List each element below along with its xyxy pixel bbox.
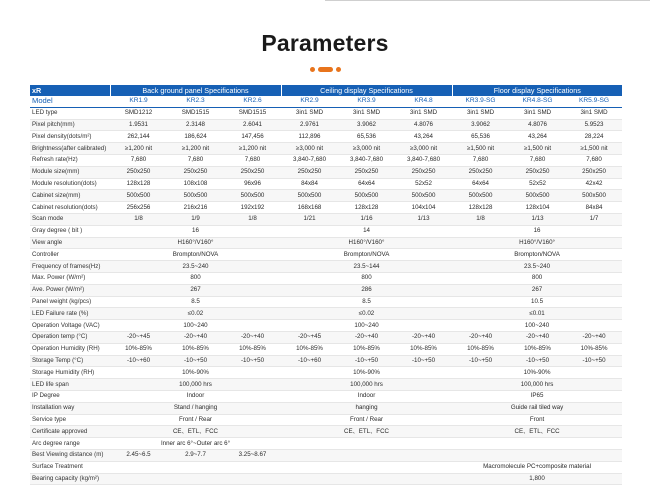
spec-row-label: Ave. Power (W/m²): [30, 284, 110, 296]
spec-value-cell: 3,840-7,680: [281, 154, 338, 166]
spec-value-cell: 128x128: [338, 202, 395, 214]
spec-value-cell: 267: [452, 284, 622, 296]
spec-value-cell: [281, 449, 452, 461]
spec-value-cell: -20~+40: [395, 331, 452, 343]
spec-value-cell: 4.8076: [395, 119, 452, 131]
spec-value-cell: 2.45~6.5: [110, 449, 167, 461]
spec-row: [30, 367, 622, 379]
spec-value-cell: 10.5: [452, 296, 622, 308]
spec-value-cell: 23.5~144: [281, 261, 452, 273]
spec-value-cell: 500x500: [224, 190, 281, 202]
spec-value-cell: Indoor: [281, 390, 452, 402]
spec-value-cell: -20~+45: [281, 331, 338, 343]
spec-value-cell: 267: [110, 284, 281, 296]
spec-row-label: View angle: [30, 237, 110, 249]
spec-row-label: Bearing capacity (kg/m²): [30, 473, 110, 485]
spec-row-label: Gray degree ( bit ): [30, 225, 110, 237]
spec-row: [30, 331, 622, 343]
spec-value-cell: 108x108: [167, 178, 224, 190]
spec-value-cell: 128x128: [452, 202, 509, 214]
spec-value-cell: 42x42: [566, 178, 622, 190]
spec-value-cell: 8.5: [110, 296, 281, 308]
spec-value-cell: 250x250: [281, 166, 338, 178]
decoration-dot-left: [310, 67, 315, 72]
spec-value-cell: 1/8: [224, 213, 281, 225]
spec-value-cell: ≥1,500 nit: [452, 143, 509, 155]
spec-value-cell: 3.9062: [338, 119, 395, 131]
spec-value-cell: [281, 473, 452, 485]
spec-value-cell: [281, 461, 452, 473]
spec-row-label: Module size(mm): [30, 166, 110, 178]
spec-value-cell: -10~+50: [167, 355, 224, 367]
model-cell: KR2.6: [224, 96, 281, 107]
spec-value-cell: -10~+50: [338, 355, 395, 367]
spec-value-cell: 65,536: [338, 131, 395, 143]
model-cell: KR5.9-SG: [566, 96, 622, 107]
spec-value-cell: 2.3148: [167, 119, 224, 131]
spec-value-cell: 1/13: [395, 213, 452, 225]
spec-value-cell: 10%-85%: [566, 343, 622, 355]
spec-value-cell: [452, 449, 622, 461]
spec-row: [30, 249, 622, 261]
spec-value-cell: 100~240: [452, 320, 622, 332]
spec-value-cell: -10~+60: [110, 355, 167, 367]
spec-value-cell: 100~240: [281, 320, 452, 332]
spec-value-cell: -20~+40: [509, 331, 566, 343]
model-cell: KR3.9-SG: [452, 96, 509, 107]
spec-value-cell: 500x500: [338, 190, 395, 202]
spec-value-cell: 23.5~240: [452, 261, 622, 273]
spec-value-cell: Brompton/NOVA: [110, 249, 281, 261]
title-decoration: [310, 67, 342, 72]
spec-row: [30, 426, 622, 438]
spec-value-cell: SMD1515: [224, 107, 281, 119]
spec-value-cell: -20~+40: [338, 331, 395, 343]
spec-value-cell: 250x250: [395, 166, 452, 178]
spec-value-cell: ≥1,500 nit: [566, 143, 622, 155]
spec-value-cell: 500x500: [281, 190, 338, 202]
spec-value-cell: Front / Rear: [281, 414, 452, 426]
spec-value-cell: 7,680: [509, 154, 566, 166]
spec-row-label: Cabinet resolution(dots): [30, 202, 110, 214]
spec-value-cell: 4.8076: [509, 119, 566, 131]
spec-value-cell: 500x500: [566, 190, 622, 202]
spec-row-label: Service type: [30, 414, 110, 426]
model-cell: KR1.9: [110, 96, 167, 107]
spec-value-cell: 84x84: [281, 178, 338, 190]
spec-row: [30, 379, 622, 391]
spec-row-label: LED type: [30, 107, 110, 119]
spec-value-cell: H160°/V160°: [452, 237, 622, 249]
model-cell: KR4.8-SG: [509, 96, 566, 107]
spec-row-label: Arc degree range: [30, 438, 110, 450]
parameters-table: [30, 85, 622, 485]
spec-row-label: Panel weight (kg/pcs): [30, 296, 110, 308]
spec-value-cell: ≥3,000 nit: [338, 143, 395, 155]
spec-value-cell: H160°/V160°: [110, 237, 281, 249]
spec-value-cell: 10%-90%: [452, 367, 622, 379]
spec-row: [30, 284, 622, 296]
spec-value-cell: 286: [281, 284, 452, 296]
spec-row-label: Operation temp (°C): [30, 331, 110, 343]
spec-value-cell: CE、ETL、FCC: [110, 426, 281, 438]
model-row: [30, 96, 622, 107]
spec-value-cell: SMD1515: [167, 107, 224, 119]
spec-row-label: Module resolution(dots): [30, 178, 110, 190]
spec-value-cell: 10%-85%: [452, 343, 509, 355]
spec-value-cell: 1.9531: [110, 119, 167, 131]
spec-value-cell: 100,000 hrs: [110, 379, 281, 391]
spec-value-cell: 10%-85%: [281, 343, 338, 355]
spec-value-cell: 5.9523: [566, 119, 622, 131]
spec-row: [30, 131, 622, 143]
spec-row: [30, 237, 622, 249]
spec-row: [30, 473, 622, 485]
top-divider-line: [325, 0, 650, 1]
spec-value-cell: [281, 438, 452, 450]
spec-value-cell: 3in1 SMD: [395, 107, 452, 119]
page-title: Parameters: [261, 30, 389, 56]
spec-row-label: LED life span: [30, 379, 110, 391]
group-header-floor-display: Floor display Specifications: [452, 85, 622, 96]
spec-row: [30, 107, 622, 119]
spec-value-cell: ≥3,000 nit: [395, 143, 452, 155]
spec-value-cell: -10~+60: [281, 355, 338, 367]
spec-value-cell: 250x250: [338, 166, 395, 178]
spec-value-cell: [452, 438, 622, 450]
spec-value-cell: 168x168: [281, 202, 338, 214]
model-cell: KR4.8: [395, 96, 452, 107]
spec-value-cell: IP65: [452, 390, 622, 402]
spec-value-cell: 3,840-7,680: [395, 154, 452, 166]
spec-value-cell: 500x500: [452, 190, 509, 202]
spec-value-cell: 3in1 SMD: [281, 107, 338, 119]
spec-value-cell: 43,264: [509, 131, 566, 143]
spec-value-cell: 1/7: [566, 213, 622, 225]
spec-value-cell: H160°/V160°: [281, 237, 452, 249]
spec-value-cell: 65,536: [452, 131, 509, 143]
spec-value-cell: 262,144: [110, 131, 167, 143]
spec-value-cell: 10%-85%: [167, 343, 224, 355]
spec-value-cell: Macromolecule PC+composite material: [452, 461, 622, 473]
spec-value-cell: 192x192: [224, 202, 281, 214]
spec-value-cell: 7,680: [566, 154, 622, 166]
spec-value-cell: 500x500: [167, 190, 224, 202]
spec-value-cell: 500x500: [509, 190, 566, 202]
spec-value-cell: ≤0.02: [281, 308, 452, 320]
spec-value-cell: Inner arc 6°~Outer arc 6°: [110, 438, 281, 450]
spec-value-cell: -10~+50: [452, 355, 509, 367]
spec-value-cell: 1/9: [167, 213, 224, 225]
spec-value-cell: 2.9761: [281, 119, 338, 131]
spec-value-cell: ≥1,200 nit: [110, 143, 167, 155]
spec-value-cell: 1/13: [509, 213, 566, 225]
spec-value-cell: 1/21: [281, 213, 338, 225]
spec-value-cell: -10~+50: [509, 355, 566, 367]
spec-value-cell: -20~+45: [110, 331, 167, 343]
spec-value-cell: 3in1 SMD: [566, 107, 622, 119]
spec-value-cell: 100,000 hrs: [452, 379, 622, 391]
spec-row-label: Storage Humidity (RH): [30, 367, 110, 379]
spec-value-cell: ≥1,200 nit: [167, 143, 224, 155]
spec-value-cell: 10%-85%: [224, 343, 281, 355]
spec-row-label: LED Failure rate (%): [30, 308, 110, 320]
spec-row-label: Certificate approved: [30, 426, 110, 438]
spec-value-cell: 64x64: [338, 178, 395, 190]
spec-value-cell: ≥1,500 nit: [509, 143, 566, 155]
spec-row-label: Scan mode: [30, 213, 110, 225]
spec-row-label: Operation Voltage (VAC): [30, 320, 110, 332]
spec-row: [30, 213, 622, 225]
spec-value-cell: 128x128: [110, 178, 167, 190]
spec-value-cell: 7,680: [110, 154, 167, 166]
model-cell: KR3.9: [338, 96, 395, 107]
spec-value-cell: Brompton/NOVA: [452, 249, 622, 261]
spec-value-cell: SMD1212: [110, 107, 167, 119]
spec-value-cell: 3.9062: [452, 119, 509, 131]
spec-value-cell: 3in1 SMD: [509, 107, 566, 119]
spec-value-cell: 500x500: [395, 190, 452, 202]
spec-row-label: Pixel density(dots/m²): [30, 131, 110, 143]
spec-value-cell: 52x52: [509, 178, 566, 190]
spec-value-cell: 216x216: [167, 202, 224, 214]
spec-value-cell: 2.9~7.7: [167, 449, 224, 461]
spec-value-cell: 256x256: [110, 202, 167, 214]
spec-value-cell: 3.25~8.67: [224, 449, 281, 461]
spec-row: [30, 154, 622, 166]
spec-row: [30, 272, 622, 284]
spec-value-cell: 1/8: [452, 213, 509, 225]
spec-value-cell: 52x52: [395, 178, 452, 190]
spec-value-cell: Guide rail tiled way: [452, 402, 622, 414]
spec-value-cell: [110, 473, 281, 485]
spec-row-label: Refresh rate(Hz): [30, 154, 110, 166]
spec-value-cell: ≥1,200 nit: [224, 143, 281, 155]
spec-value-cell: 800: [452, 272, 622, 284]
spec-value-cell: Front: [452, 414, 622, 426]
spec-value-cell: 7,680: [224, 154, 281, 166]
spec-value-cell: 100~240: [110, 320, 281, 332]
spec-row: [30, 355, 622, 367]
spec-value-cell: 84x84: [566, 202, 622, 214]
spec-value-cell: ≤0.01: [452, 308, 622, 320]
spec-row: [30, 143, 622, 155]
spec-value-cell: -10~+50: [395, 355, 452, 367]
spec-value-cell: 3in1 SMD: [338, 107, 395, 119]
spec-value-cell: -20~+40: [167, 331, 224, 343]
spec-value-cell: ≥3,000 nit: [281, 143, 338, 155]
spec-value-cell: 112,896: [281, 131, 338, 143]
spec-row-label: Best Viewing distance (m): [30, 449, 110, 461]
spec-value-cell: 10%-90%: [281, 367, 452, 379]
spec-value-cell: 250x250: [566, 166, 622, 178]
spec-value-cell: 8.5: [281, 296, 452, 308]
group-header-background-panel: Back ground panel Specifications: [110, 85, 281, 96]
spec-row: [30, 414, 622, 426]
spec-value-cell: 96x96: [224, 178, 281, 190]
spec-value-cell: Indoor: [110, 390, 281, 402]
spec-row-label: IP Degree: [30, 390, 110, 402]
spec-row-label: Pixel pitch(mm): [30, 119, 110, 131]
spec-value-cell: Stand / hanging: [110, 402, 281, 414]
spec-value-cell: 10%-85%: [395, 343, 452, 355]
model-cell: KR2.9: [281, 96, 338, 107]
spec-value-cell: 128x104: [509, 202, 566, 214]
spec-value-cell: 7,680: [167, 154, 224, 166]
spec-row-label: Brightness(after calibrated): [30, 143, 110, 155]
spec-row: [30, 225, 622, 237]
spec-row: [30, 320, 622, 332]
group-header-row: [30, 85, 622, 96]
spec-value-cell: -10~+50: [224, 355, 281, 367]
spec-value-cell: 10%-85%: [338, 343, 395, 355]
spec-value-cell: 28,224: [566, 131, 622, 143]
spec-value-cell: 64x64: [452, 178, 509, 190]
spec-value-cell: 14: [281, 225, 452, 237]
spec-row: [30, 190, 622, 202]
spec-value-cell: 250x250: [509, 166, 566, 178]
spec-value-cell: 104x104: [395, 202, 452, 214]
spec-value-cell: Front / Rear: [110, 414, 281, 426]
spec-value-cell: [110, 461, 281, 473]
spec-value-cell: -10~+50: [566, 355, 622, 367]
spec-value-cell: 250x250: [110, 166, 167, 178]
spec-value-cell: 7,680: [452, 154, 509, 166]
spec-value-cell: 186,624: [167, 131, 224, 143]
spec-value-cell: 3in1 SMD: [452, 107, 509, 119]
spec-row-label: Operation Humidity (RH): [30, 343, 110, 355]
spec-value-cell: -20~+40: [452, 331, 509, 343]
spec-row-label: Frequency of frames(Hz): [30, 261, 110, 273]
decoration-dot-right: [336, 67, 341, 72]
spec-value-cell: 800: [110, 272, 281, 284]
spec-value-cell: CE、ETL、FCC: [452, 426, 622, 438]
spec-value-cell: 10%-85%: [509, 343, 566, 355]
spec-value-cell: 250x250: [167, 166, 224, 178]
spec-row-label: Surface Treatment: [30, 461, 110, 473]
spec-value-cell: 2.6041: [224, 119, 281, 131]
spec-row-label: Max. Power (W/m²): [30, 272, 110, 284]
spec-value-cell: 43,264: [395, 131, 452, 143]
model-label: Model: [30, 96, 110, 107]
spec-row: [30, 390, 622, 402]
spec-value-cell: 147,456: [224, 131, 281, 143]
spec-value-cell: 23.5~240: [110, 261, 281, 273]
spec-value-cell: 500x500: [110, 190, 167, 202]
spec-value-cell: 10%-90%: [110, 367, 281, 379]
spec-value-cell: 16: [452, 225, 622, 237]
spec-row: [30, 178, 622, 190]
spec-row: [30, 166, 622, 178]
spec-value-cell: hanging: [281, 402, 452, 414]
spec-value-cell: -20~+40: [566, 331, 622, 343]
spec-row: [30, 308, 622, 320]
spec-value-cell: ≤0.02: [110, 308, 281, 320]
spec-value-cell: Brompton/NOVA: [281, 249, 452, 261]
spec-row: [30, 202, 622, 214]
spec-value-cell: 100,000 hrs: [281, 379, 452, 391]
spec-value-cell: 16: [110, 225, 281, 237]
spec-row-label: Cabinet size(mm): [30, 190, 110, 202]
decoration-dash: [318, 67, 333, 72]
spec-row-label: Storage Temp (°C): [30, 355, 110, 367]
spec-row: [30, 461, 622, 473]
spec-value-cell: 250x250: [452, 166, 509, 178]
brand-label: xR: [30, 85, 110, 96]
spec-value-cell: 1/8: [110, 213, 167, 225]
spec-row: [30, 261, 622, 273]
spec-value-cell: 10%-85%: [110, 343, 167, 355]
spec-row: [30, 449, 622, 461]
spec-row: [30, 343, 622, 355]
group-header-ceiling-display: Ceiling display Specifications: [281, 85, 452, 96]
spec-value-cell: 1/16: [338, 213, 395, 225]
spec-row-label: Controller: [30, 249, 110, 261]
spec-value-cell: 1,800: [452, 473, 622, 485]
spec-row-label: Installation way: [30, 402, 110, 414]
spec-row: [30, 402, 622, 414]
spec-value-cell: 250x250: [224, 166, 281, 178]
model-cell: KR2.3: [167, 96, 224, 107]
spec-value-cell: -20~+40: [224, 331, 281, 343]
spec-row: [30, 438, 622, 450]
spec-row: [30, 296, 622, 308]
spec-value-cell: CE、ETL、FCC: [281, 426, 452, 438]
spec-value-cell: 3,840-7,680: [338, 154, 395, 166]
spec-value-cell: 800: [281, 272, 452, 284]
spec-row: [30, 119, 622, 131]
